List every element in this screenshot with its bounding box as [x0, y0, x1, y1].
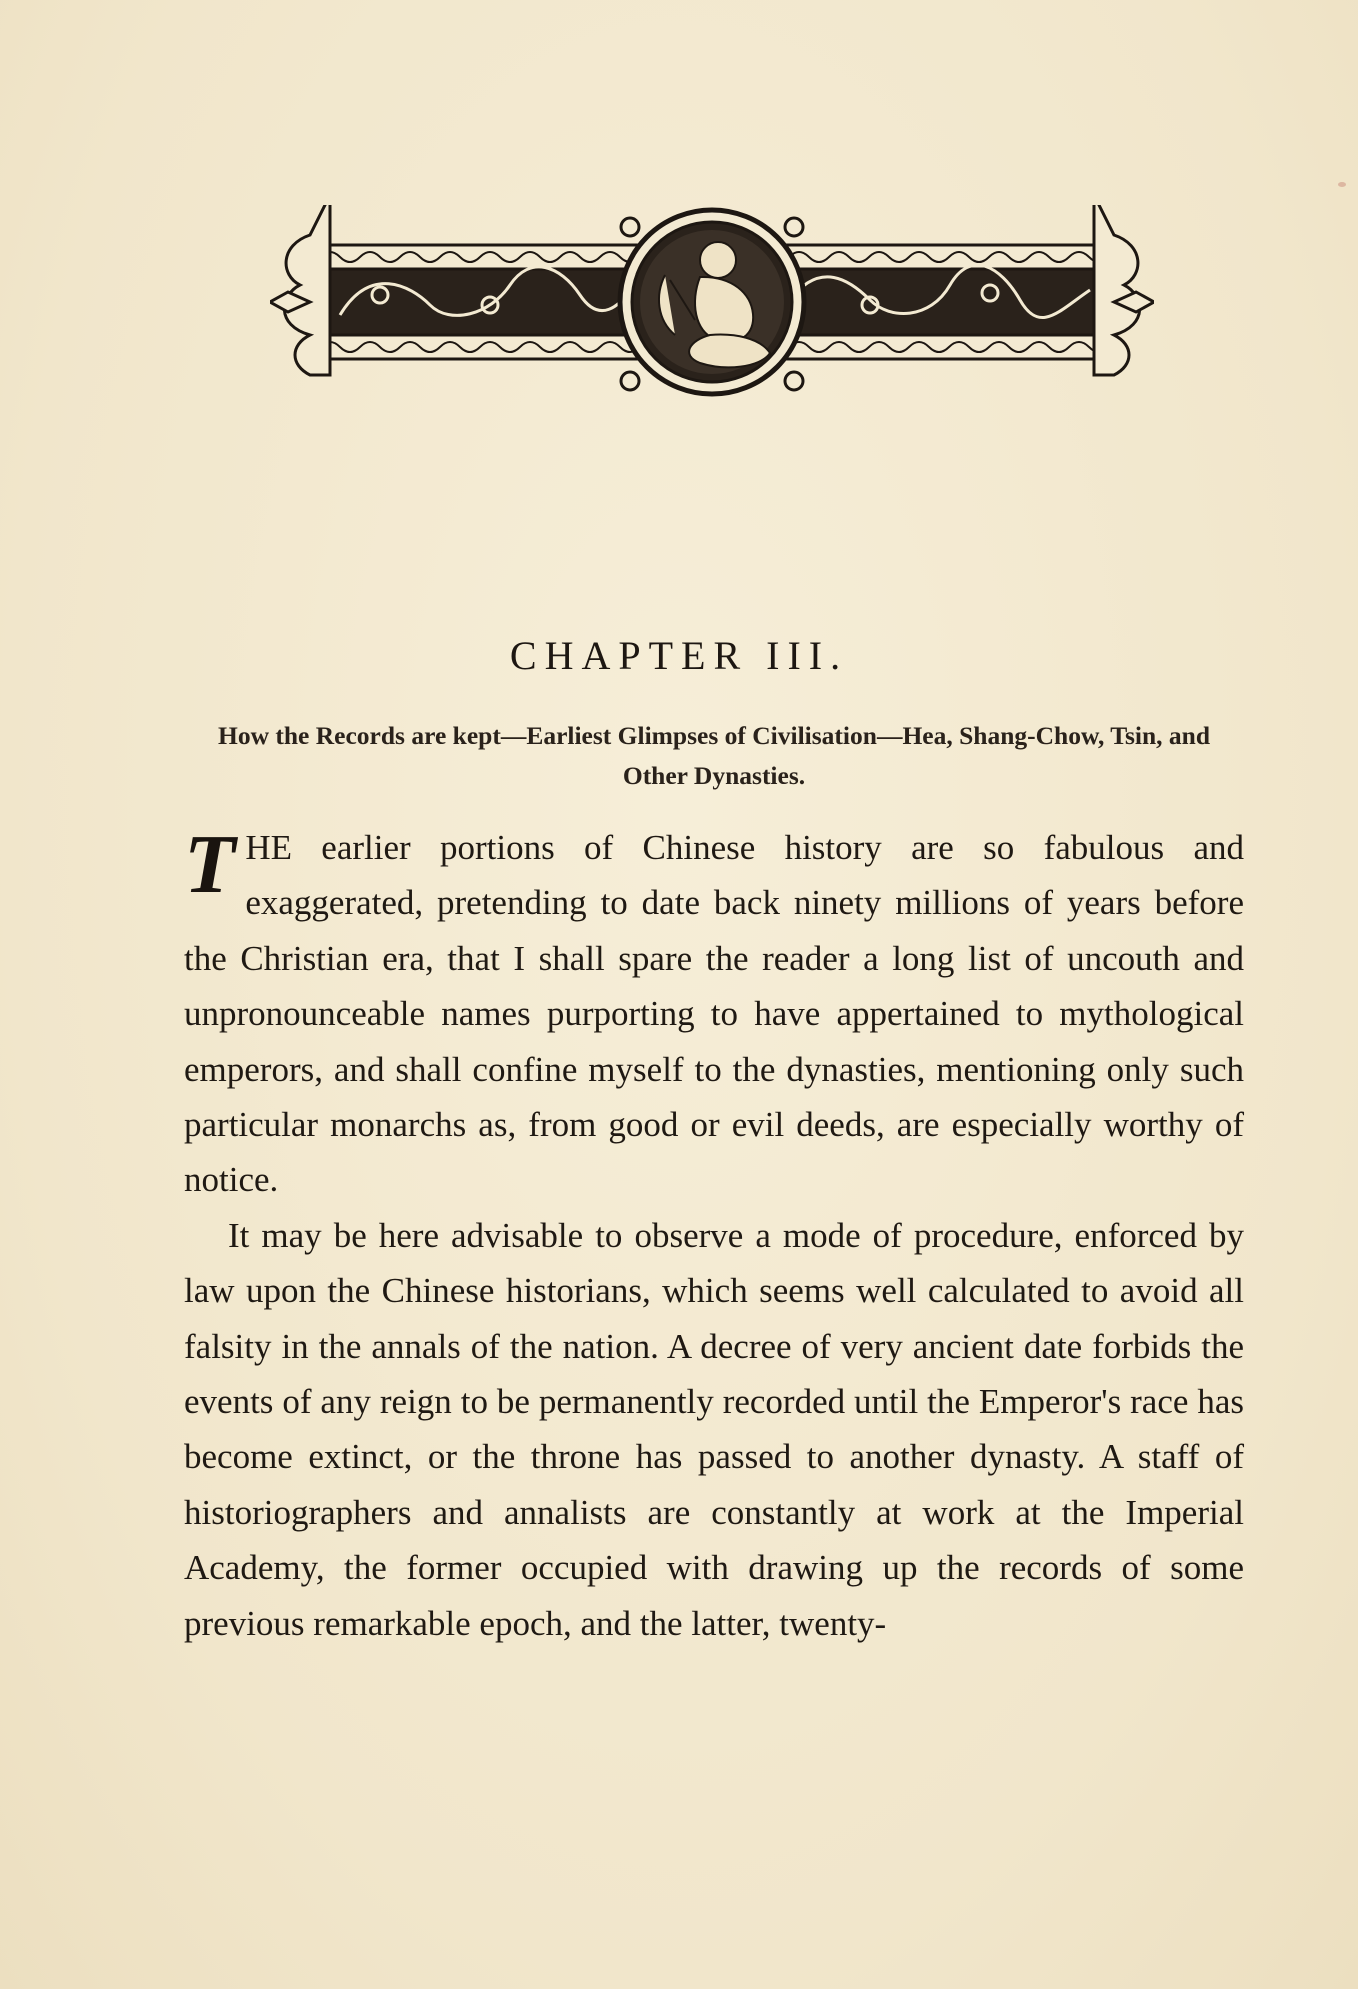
chapter-summary: How the Records are kept—Earliest Glimpses of Civilisation—Hea, Shang-Chow, Tsin, and Other Dynasties.	[218, 721, 1210, 790]
chapter-body	[184, 820, 1244, 1651]
paragraph-1	[184, 820, 1244, 1208]
paragraph-1-text: HE earlier portions of Chinese history are so fabulous and exaggerated, pretending to date back ninety millions of years before the Christian era, that I shall spare the reader a long list of uncouth and unpronounceable names purporting to have appertained to mythological emperors, and shall confine myself to the dynasties, mentioning only such particular monarchs as, from good or evil deeds, are especially worthy of notice.	[184, 828, 1244, 1200]
chapter-title: CHAPTER III.	[509, 633, 849, 678]
paragraph-2-text: It may be here advisable to observe a mode of procedure, enforced by law upon the Chinese historians, which seems well calculated to avoid all falsity in the annals of the nation. A decree of very ancient date forbids the events of any reign to be permanently recorded until the Emperor's race has become extinct, or the throne has passed to another dynasty. A staff of historiographers and annalists are constantly at work at the Imperial Academy, the former occupied with drawing up the records of some previous remarkable epoch, and the latter, twenty-	[184, 1215, 1244, 1643]
paper-speck	[1338, 182, 1346, 187]
ornamental-headpiece-icon	[270, 205, 1154, 405]
paragraph-2	[184, 1208, 1244, 1651]
cherub-medallion-icon	[620, 210, 804, 394]
drop-cap: T	[184, 818, 236, 911]
